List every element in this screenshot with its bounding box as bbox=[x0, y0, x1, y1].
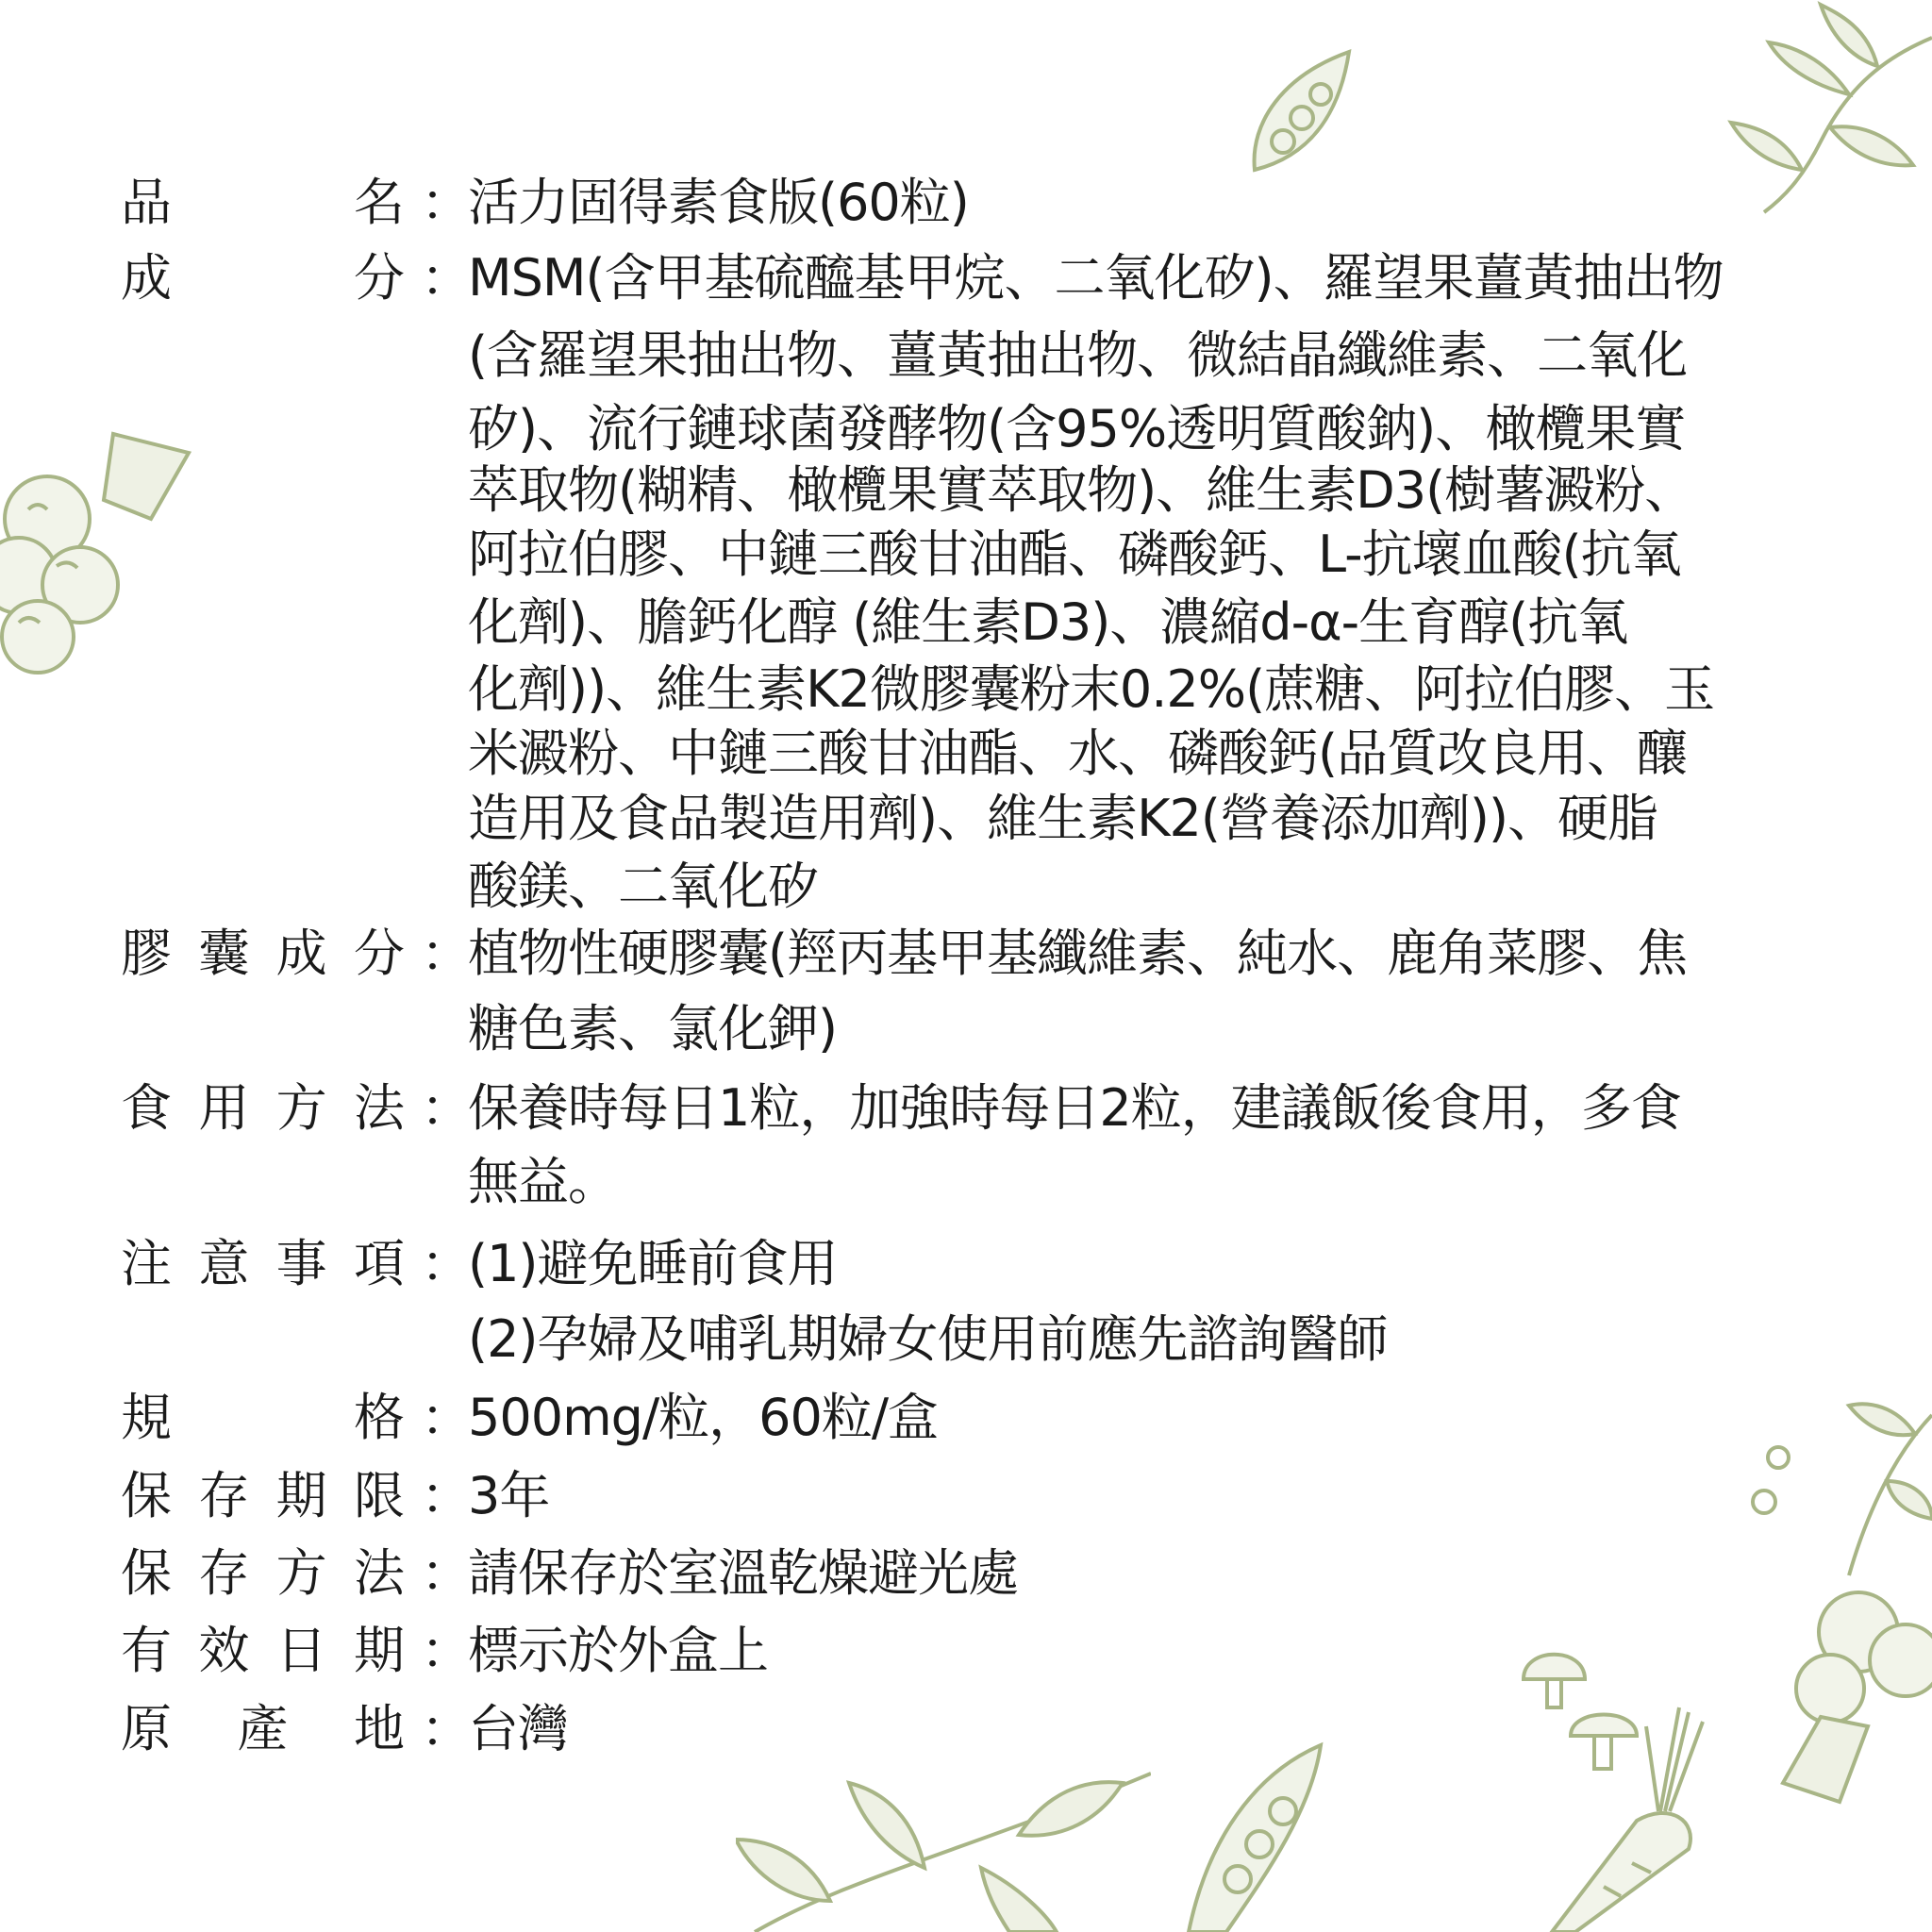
pea-icon bbox=[1745, 1443, 1802, 1519]
field-label: 有 效 日 期 bbox=[121, 1621, 404, 1680]
colon: ： bbox=[421, 1388, 471, 1447]
field-value-line: 矽)、流行鏈球菌發酵物(含95%透明質酸鈉)、橄欖果實 bbox=[468, 399, 1686, 458]
colon: ： bbox=[421, 248, 471, 308]
field-value-line: 植物性硬膠囊(羥丙基甲基纖維素、純水、鹿角菜膠、焦 bbox=[468, 924, 1688, 983]
field-label: 注 意 事 項 bbox=[121, 1234, 404, 1293]
field-value-line: 米澱粉、中鏈三酸甘油酯、水、磷酸鈣(品質改良用、釀 bbox=[468, 724, 1688, 783]
field-value-line: 500mg/粒，60粒/盒 bbox=[468, 1388, 939, 1447]
field-value-line: MSM(含甲基硫醯基甲烷、二氧化矽)、羅望果薑黃抽出物 bbox=[468, 248, 1724, 308]
field-value-line: 無益。 bbox=[468, 1152, 618, 1211]
field-label: 原 產 地 bbox=[121, 1699, 404, 1758]
field-value-line: 標示於外盒上 bbox=[468, 1621, 768, 1680]
pea-pod-icon bbox=[1160, 1736, 1330, 1932]
field-value-line: 糖色素、氯化鉀) bbox=[468, 999, 838, 1058]
carrot-icon bbox=[1547, 1698, 1736, 1932]
field-value-line: 化劑)、膽鈣化醇 (維生素D3)、濃縮d-α-生育醇(抗氧 bbox=[468, 592, 1628, 652]
field-label: 規 格 bbox=[121, 1388, 404, 1447]
field-label: 保 存 期 限 bbox=[121, 1466, 404, 1525]
colon: ： bbox=[421, 924, 471, 983]
colon: ： bbox=[421, 1466, 471, 1525]
leaf-branch-icon bbox=[736, 1736, 1151, 1932]
field-label: 保 存 方 法 bbox=[121, 1543, 404, 1603]
mushroom-icon bbox=[1519, 1641, 1641, 1774]
colon: ： bbox=[421, 1234, 471, 1293]
field-value-line: 萃取物(糊精、橄欖果實萃取物)、維生素D3(樹薯澱粉、 bbox=[468, 460, 1695, 520]
pea-pod-icon bbox=[1245, 47, 1358, 179]
colon: ： bbox=[421, 1078, 471, 1138]
field-value-line: 請保存於室溫乾燥避光處 bbox=[468, 1543, 1018, 1603]
field-value-line: 酸鎂、二氧化矽 bbox=[468, 857, 818, 916]
colon: ： bbox=[421, 1699, 471, 1758]
colon: ： bbox=[421, 1621, 471, 1680]
broccoli-icon bbox=[1764, 1585, 1932, 1830]
field-value-line: 3年 bbox=[468, 1466, 550, 1525]
field-value-line: (2)孕婦及哺乳期婦女使用前應先諮詢醫師 bbox=[468, 1309, 1388, 1369]
field-value-line: 保養時每日1粒，加強時每日2粒，建議飯後食用，多食 bbox=[468, 1078, 1681, 1138]
field-value-line: 造用及食品製造用劑)、維生素K2(營養添加劑))、硬脂 bbox=[468, 789, 1658, 848]
leaf-branch-icon bbox=[1792, 1396, 1932, 1585]
field-value-line: 阿拉伯膠、中鏈三酸甘油酯、磷酸鈣、L-抗壞血酸(抗氧 bbox=[468, 525, 1681, 584]
field-value-line: 活力固得素食版(60粒) bbox=[468, 173, 969, 232]
field-label: 成 分 bbox=[121, 248, 404, 308]
field-value-line: 化劑))、維生素K2微膠囊粉末0.2%(蔗糖、阿拉伯膠、玉 bbox=[468, 659, 1715, 719]
colon: ： bbox=[421, 1543, 471, 1603]
field-label: 食 用 方 法 bbox=[121, 1078, 404, 1138]
field-label: 膠 囊 成 分 bbox=[121, 924, 404, 983]
field-value-line: 台灣 bbox=[468, 1699, 568, 1758]
colon: ： bbox=[421, 173, 471, 232]
field-value-line: (1)避免睡前食用 bbox=[468, 1234, 838, 1293]
field-label: 品 名 bbox=[121, 173, 404, 232]
field-value-line: (含羅望果抽出物、薑黃抽出物、微結晶纖維素、二氧化 bbox=[468, 325, 1688, 385]
broccoli-icon bbox=[0, 396, 198, 679]
leaf-branch-icon bbox=[1689, 0, 1932, 217]
